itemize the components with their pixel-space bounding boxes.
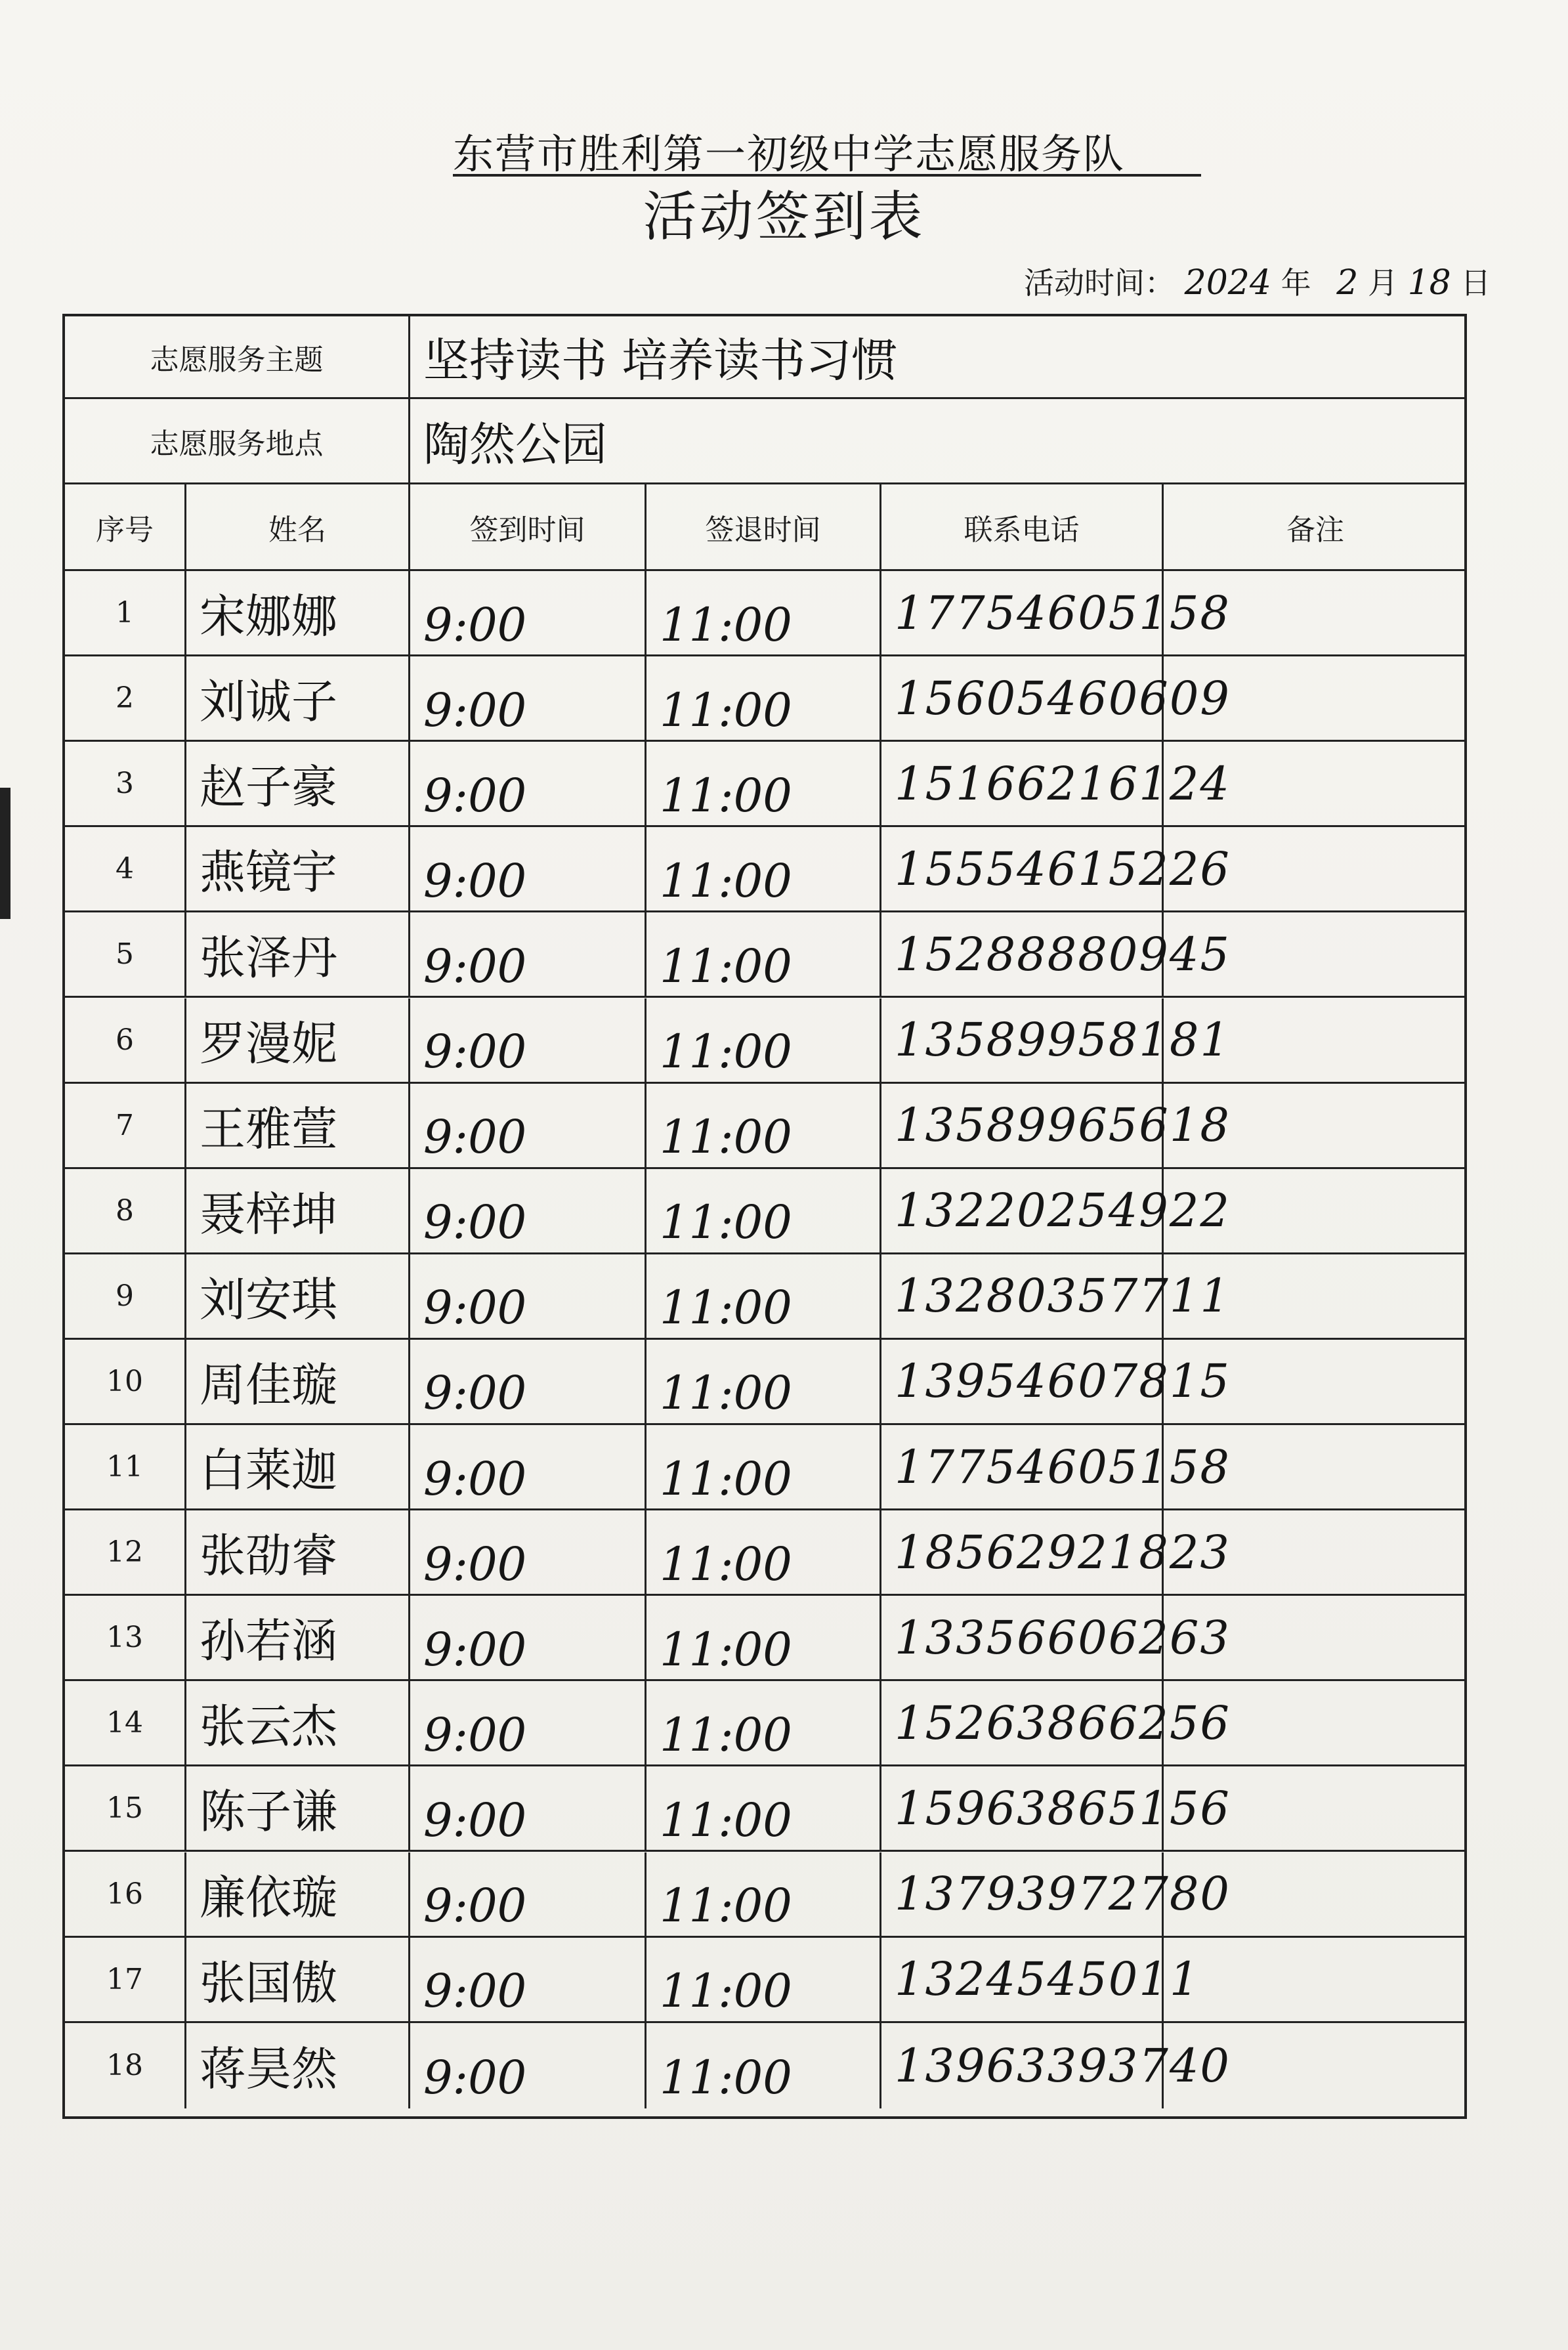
note [1164, 912, 1467, 996]
row-number: 11 [65, 1425, 186, 1508]
signin-time: 9:00 [410, 827, 646, 910]
location-value: 陶然公园 [423, 417, 607, 471]
signer-name: 周佳璇 [186, 1340, 410, 1423]
signin-time: 9:00 [410, 1596, 646, 1679]
signer-name: 张国傲 [186, 1938, 410, 2021]
phone-number: 13963393740 [881, 2023, 1164, 2108]
signin-time: 9:00 [410, 1084, 646, 1167]
signin-time: 9:00 [410, 1340, 646, 1423]
date-month-unit: 月 [1367, 265, 1398, 301]
organization-line: 东营市胜利第一初级中学志愿服务队 [453, 121, 1201, 177]
activity-date [1024, 259, 1523, 312]
signin-time: 9:00 [410, 998, 646, 1082]
signin-time: 9:00 [410, 742, 646, 825]
note [1164, 742, 1467, 825]
phone-number: 13589965618 [881, 1084, 1164, 1167]
phone-number: 13356606263 [881, 1596, 1164, 1679]
signout-time: 11:00 [646, 1169, 881, 1252]
table-row [65, 1681, 1464, 1766]
signer-name: 张劭睿 [186, 1510, 410, 1594]
signer-name: 白莱迦 [186, 1425, 410, 1508]
table-row [65, 1852, 1464, 1938]
note [1164, 571, 1467, 654]
note [1164, 1254, 1467, 1338]
row-number: 12 [65, 1510, 186, 1594]
signer-name: 罗漫妮 [186, 998, 410, 1082]
signer-name: 王雅萱 [186, 1084, 410, 1167]
signout-time: 11:00 [646, 1681, 881, 1764]
signout-time: 11:00 [646, 1852, 881, 1936]
theme-value: 坚持读书 培养读书习惯 [423, 333, 898, 387]
signout-time: 11:00 [646, 827, 881, 910]
signout-time: 11:00 [646, 571, 881, 654]
phone-number: 13793972780 [881, 1852, 1164, 1936]
row-number: 16 [65, 1852, 186, 1936]
row-number: 7 [65, 1084, 186, 1167]
signin-time: 9:00 [410, 1681, 646, 1764]
signout-time: 11:00 [646, 998, 881, 1082]
signer-name: 聂梓坤 [186, 1169, 410, 1252]
note [1164, 827, 1467, 910]
row-number: 1 [65, 571, 186, 654]
date-year: 2024 [1184, 263, 1271, 303]
note [1164, 1425, 1467, 1508]
row-number: 2 [65, 656, 186, 740]
table-row [65, 1084, 1464, 1169]
table-row [65, 912, 1464, 998]
signer-name: 张泽丹 [186, 912, 410, 996]
header-no: 序号 [65, 484, 186, 569]
row-number: 9 [65, 1254, 186, 1338]
note [1164, 1596, 1467, 1679]
note [1164, 998, 1467, 1082]
row-number: 3 [65, 742, 186, 825]
phone-number: 1324545011 [881, 1938, 1164, 2021]
signer-name: 宋娜娜 [186, 571, 410, 654]
table-row [65, 1938, 1464, 2023]
table-row [65, 742, 1464, 827]
row-number: 15 [65, 1766, 186, 1850]
location-row [65, 399, 1464, 484]
row-number: 17 [65, 1938, 186, 2021]
signout-time: 11:00 [646, 1340, 881, 1423]
signin-time: 9:00 [410, 1852, 646, 1936]
table-row [65, 571, 1464, 656]
phone-number: 15554615226 [881, 827, 1164, 910]
note [1164, 1681, 1467, 1764]
theme-label: 志愿服务主题 [65, 316, 410, 397]
date-day: 18 [1407, 263, 1451, 303]
signin-time: 9:00 [410, 1425, 646, 1508]
signout-time: 11:00 [646, 912, 881, 996]
phone-number: 15166216124 [881, 742, 1164, 825]
table-row [65, 1254, 1464, 1340]
signout-time: 11:00 [646, 1596, 881, 1679]
note [1164, 656, 1467, 740]
table-row [65, 998, 1464, 1084]
signin-table [62, 314, 1467, 2119]
row-number: 4 [65, 827, 186, 910]
header-note: 备注 [1286, 513, 1344, 547]
signin-time: 9:00 [410, 1766, 646, 1850]
theme-row [65, 316, 1464, 399]
signout-time: 11:00 [646, 656, 881, 740]
signout-time: 11:00 [646, 1766, 881, 1850]
signin-time: 9:00 [410, 2023, 646, 2108]
signin-time: 9:00 [410, 571, 646, 654]
table-row [65, 656, 1464, 742]
phone-number: 13589958181 [881, 998, 1164, 1082]
note [1164, 2023, 1467, 2108]
table-row [65, 827, 1464, 912]
phone-number: 13280357711 [881, 1254, 1164, 1338]
phone-number: 13220254922 [881, 1169, 1164, 1252]
note [1164, 1510, 1467, 1594]
note [1164, 1084, 1467, 1167]
date-label: 活动时间： [1024, 265, 1175, 301]
signout-time: 11:00 [646, 1084, 881, 1167]
phone-number: 17754605158 [881, 571, 1164, 654]
signer-name: 燕镜宇 [186, 827, 410, 910]
signout-time: 11:00 [646, 1425, 881, 1508]
phone-number: 15263866256 [881, 1681, 1164, 1764]
signin-time: 9:00 [410, 912, 646, 996]
signer-name: 赵子豪 [186, 742, 410, 825]
row-number: 8 [65, 1169, 186, 1252]
phone-number: 13954607815 [881, 1340, 1164, 1423]
signer-name: 刘诚子 [186, 656, 410, 740]
row-number: 5 [65, 912, 186, 996]
date-day-unit: 日 [1460, 265, 1491, 301]
table-row [65, 2023, 1464, 2108]
header-name: 姓名 [186, 484, 410, 569]
table-row [65, 1340, 1464, 1425]
row-number: 6 [65, 998, 186, 1082]
signout-time: 11:00 [646, 1254, 881, 1338]
note [1164, 1169, 1467, 1252]
page-title: 活动签到表 [643, 186, 925, 248]
scan-shadow [0, 788, 11, 919]
table-row [65, 1169, 1464, 1254]
header-phone: 联系电话 [881, 484, 1164, 569]
date-month: 2 [1336, 263, 1359, 303]
note [1164, 1938, 1467, 2021]
signout-time: 11:00 [646, 742, 881, 825]
signer-name: 刘安琪 [186, 1254, 410, 1338]
signer-name: 张云杰 [186, 1681, 410, 1764]
phone-number: 15288880945 [881, 912, 1164, 996]
note [1164, 1340, 1467, 1423]
phone-number: 15963865156 [881, 1766, 1164, 1850]
header-signin: 签到时间 [410, 484, 646, 569]
location-label: 志愿服务地点 [65, 399, 410, 482]
signin-time: 9:00 [410, 656, 646, 740]
signout-time: 11:00 [646, 1510, 881, 1594]
note [1164, 1852, 1467, 1936]
signin-time: 9:00 [410, 1169, 646, 1252]
signout-time: 11:00 [646, 2023, 881, 2108]
signer-name: 陈子谦 [186, 1766, 410, 1850]
header-signout: 签退时间 [646, 484, 881, 569]
signin-time: 9:00 [410, 1938, 646, 2021]
date-year-unit: 年 [1281, 265, 1311, 301]
note [1164, 1766, 1467, 1850]
table-row [65, 1510, 1464, 1596]
table-row [65, 1596, 1464, 1681]
signer-name: 蒋昊然 [186, 2023, 410, 2108]
table-row [65, 1766, 1464, 1852]
phone-number: 17754605158 [881, 1425, 1164, 1508]
signer-name: 孙若涵 [186, 1596, 410, 1679]
signin-time: 9:00 [410, 1510, 646, 1594]
row-number: 10 [65, 1340, 186, 1423]
signout-time: 11:00 [646, 1938, 881, 2021]
signin-time: 9:00 [410, 1254, 646, 1338]
row-number: 18 [65, 2023, 186, 2108]
row-number: 14 [65, 1681, 186, 1764]
table-row [65, 1425, 1464, 1510]
phone-number: 18562921823 [881, 1510, 1164, 1594]
signer-name: 廉依璇 [186, 1852, 410, 1936]
column-header-row [65, 484, 1464, 571]
phone-number: 15605460609 [881, 656, 1164, 740]
row-number: 13 [65, 1596, 186, 1679]
